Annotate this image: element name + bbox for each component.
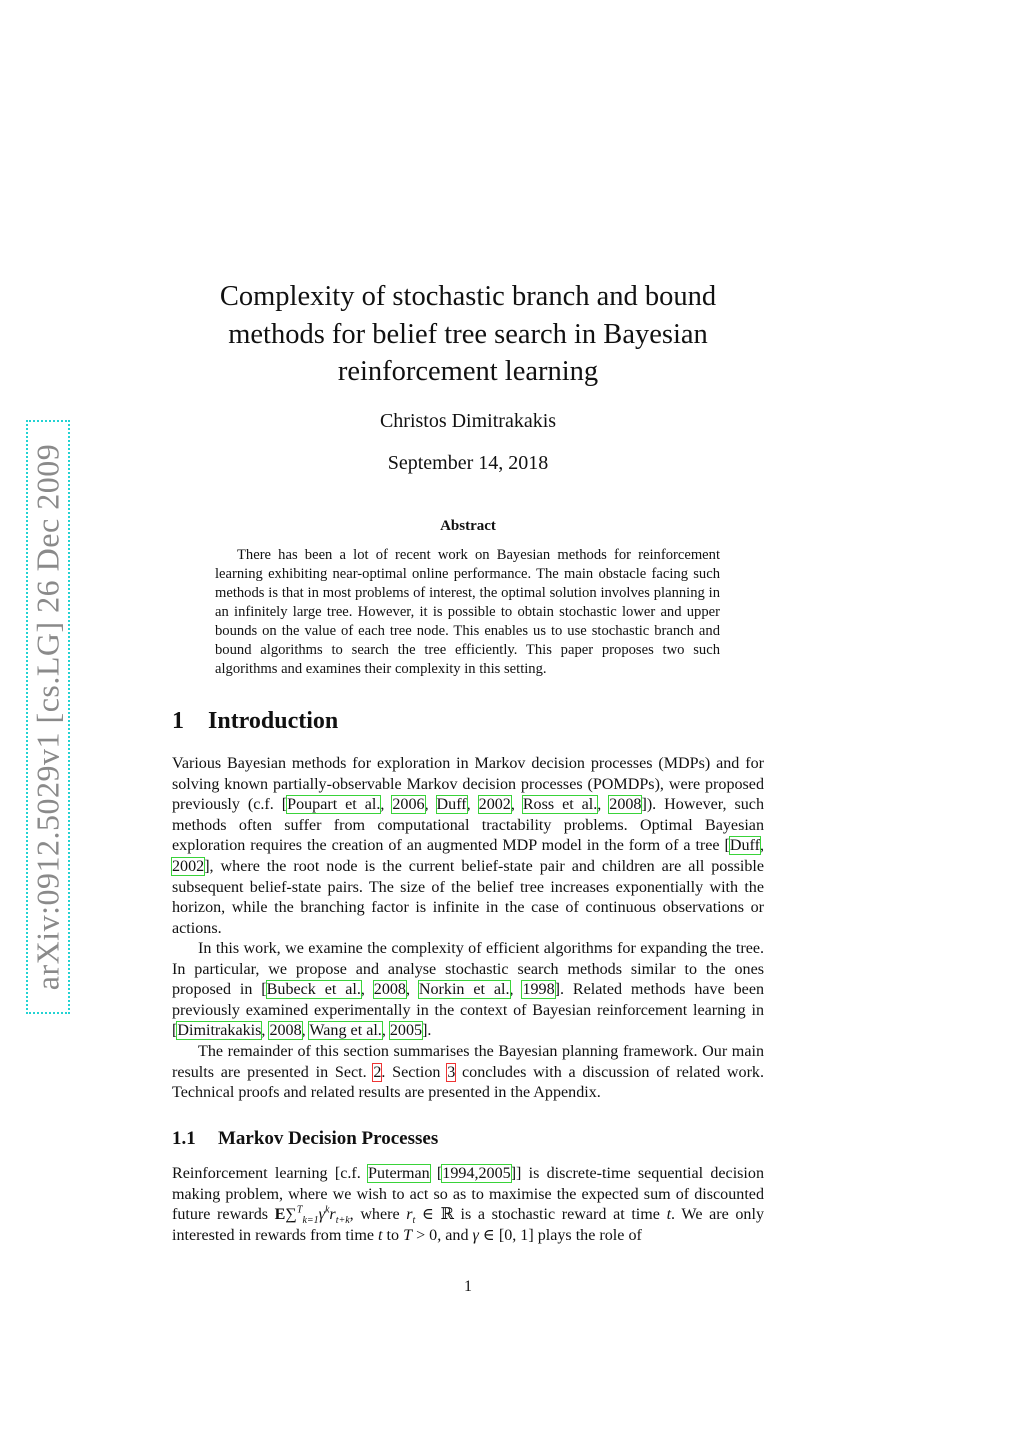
- math-symbol: r: [329, 1206, 336, 1224]
- section-ref-link[interactable]: 3: [447, 1063, 456, 1081]
- math-sub: t+k: [335, 1215, 350, 1227]
- math-symbol: t: [666, 1206, 672, 1224]
- mdp-paragraph: [172, 1164, 764, 1246]
- citation-year-link[interactable]: 2002: [172, 857, 205, 875]
- intro-paragraph-1: Various Bayesian methods for exploration in Markov decision processes (MDPs) and for solving known partially-observable Markov decision processes (POMDPs), were proposed previously (c.f. [Poupart et al., 2006, Duff, 2002, Ross et al., 2008]). However, such methods often suffer from computational tractability problems. Optimal Bayesian exploration requires the creation of an augmented MDP model in the form of a tree [Duff, 2002], where the root node is the current belief-state pair and children are all possible subsequent belief-state pairs. The size of the belief tree increases exponentially with the horizon, while the branching factor is infinite in the case of continuous observations or actions.: [172, 755, 764, 937]
- citation-year-link[interactable]: 2005: [389, 1022, 423, 1040]
- abstract-heading: Abstract: [440, 518, 496, 534]
- section-heading-introduction: [172, 708, 338, 735]
- math-sum: ∑: [285, 1206, 297, 1224]
- text-run: is a stochastic reward at time: [453, 1206, 667, 1224]
- title-line: methods for belief tree search in Bayesian: [228, 318, 708, 350]
- text-run: ∈ [0, 1] plays the role of: [478, 1226, 642, 1244]
- text-run: ], where the root node is the current belief-state pair and children are all possible subsequent belief-state pairs. The size of the belief tree increases exponentially with the horizon, while the branching factor is infinite in the case of continuous observations or actions.: [172, 857, 764, 937]
- math-symbol: r: [406, 1206, 413, 1224]
- citation-year-link[interactable]: 1998: [522, 981, 555, 999]
- citation-year-link[interactable]: 2008: [269, 1022, 302, 1040]
- section-ref-link[interactable]: 2: [373, 1063, 382, 1081]
- citation-year-link[interactable]: 2006: [392, 796, 425, 814]
- citation-link[interactable]: Wang et al.: [309, 1022, 382, 1040]
- math-symbol: γ: [318, 1206, 325, 1224]
- section-title: Introduction: [208, 708, 339, 734]
- subsection-number: 1.1: [172, 1128, 196, 1149]
- intro-paragraph-2: In this work, we examine the complexity of efficient algorithms for expanding the tree. In particular, we propose and analyse stochastic search methods similar to the ones proposed in [Bubeck et al., 2008, Norkin et al., 1998]. Related methods have been previously examined experimentally in the context of Bayesian reinforcement learning in [Dimitrakakis, 2008, Wang et al., 2005].: [172, 940, 765, 1040]
- text-run: In this work, we examine the complexity of efficient algorithms for expanding the tree. In particular, we propose and analyse stochastic search methods similar to the ones proposed in [: [172, 940, 764, 999]
- text-run: ]] is discrete-time sequential decision making problem, where we wish to act so as to maximise the expected sum of discounted future rewards: [172, 1165, 765, 1224]
- subsection-heading-mdp: [172, 1128, 438, 1150]
- math-symbol: T: [403, 1226, 413, 1244]
- text-run: Various Bayesian methods for exploration in Markov decision processes (MDPs) and for solving known partially-observable Markov decision processes (POMDPs), were proposed previously (c.f. [: [172, 755, 764, 814]
- text-run: , where: [349, 1206, 407, 1224]
- math-symbol: γ: [472, 1226, 479, 1244]
- citation-link[interactable]: Norkin et al.: [418, 981, 510, 999]
- text-run: to: [382, 1226, 404, 1244]
- text-run: The remainder of this section summarises the Bayesian planning framework. Our main results are presented in Sect.: [172, 1043, 764, 1081]
- citation-link[interactable]: Poupart et al.: [287, 796, 381, 814]
- math-sub: t: [412, 1215, 416, 1227]
- text-run: . Section: [381, 1063, 448, 1081]
- paper-title: [190, 278, 746, 391]
- text-run: ]. Related methods have been previously examined experimentally in the context of Bayesian reinforcement learning in [: [172, 981, 765, 1040]
- arxiv-identifier: arXiv:0912.5029v1 [cs.LG] 26 Dec 2009: [29, 443, 66, 991]
- math-expectation: E: [274, 1206, 286, 1224]
- citation-year-link[interactable]: 1994,2005: [442, 1165, 511, 1182]
- math-sub: k=1: [302, 1215, 319, 1227]
- math-sup: k: [324, 1204, 330, 1216]
- intro-paragraph-3: [172, 1042, 764, 1104]
- citation-link[interactable]: Puterman: [368, 1165, 430, 1182]
- math-sup: T: [296, 1204, 303, 1216]
- text-run: > 0, and: [412, 1226, 473, 1244]
- text-run: [: [429, 1165, 443, 1182]
- section-number: 1: [172, 708, 184, 734]
- text-run: . We are only interested in rewards from time: [172, 1206, 764, 1244]
- math-symbol: ∈ ℝ: [415, 1206, 454, 1224]
- paper-date: September 14, 2018: [387, 452, 549, 474]
- text-run: ]). However, such methods often suffer from computational tractability problems. Optimal Bayesian exploration requires the creation of an augmented MDP model in the form of a tree [: [172, 796, 764, 855]
- citation-year-link[interactable]: 2008: [373, 981, 406, 999]
- citation-year-link[interactable]: 2002: [478, 796, 511, 814]
- citation-year-link[interactable]: 2008: [609, 796, 642, 814]
- abstract-body: There has been a lot of recent work on Bayesian methods for reinforcement learning exhibiting near-optimal online performance. The main obstacle facing such methods is that in most problems of interest, the optimal solution involves planning in an infinitely large tree. However, it is possible to obtain stochastic lower and upper bounds on the value of each tree node. This enables us to use stochastic branch and bound algorithms to search the tree efficiently. This paper proposes two such algorithms and examines their complexity in this setting.: [215, 547, 720, 677]
- math-symbol: t: [378, 1226, 383, 1244]
- citation-link[interactable]: Bubeck et al.: [266, 981, 361, 999]
- citation-link[interactable]: Ross et al.: [522, 796, 598, 814]
- text-run: ].: [422, 1022, 432, 1040]
- citation-link[interactable]: Dimitrakakis: [177, 1022, 262, 1040]
- subsection-title: Markov Decision Processes: [218, 1128, 439, 1149]
- text-run: Reinforcement learning [c.f.: [172, 1165, 368, 1182]
- arxiv-side-stamp: [26, 420, 70, 1014]
- title-line: reinforcement learning: [337, 356, 599, 387]
- author-name: Christos Dimitrakakis: [379, 410, 557, 432]
- citation-link[interactable]: Duff: [729, 837, 760, 855]
- page-number: 1: [464, 1278, 472, 1295]
- text-run: concludes with a discussion of related work. Technical proofs and related results are presented in the Appendix.: [172, 1063, 764, 1102]
- citation-link[interactable]: Duff: [436, 796, 467, 814]
- title-line: Complexity of stochastic branch and bound: [219, 281, 717, 312]
